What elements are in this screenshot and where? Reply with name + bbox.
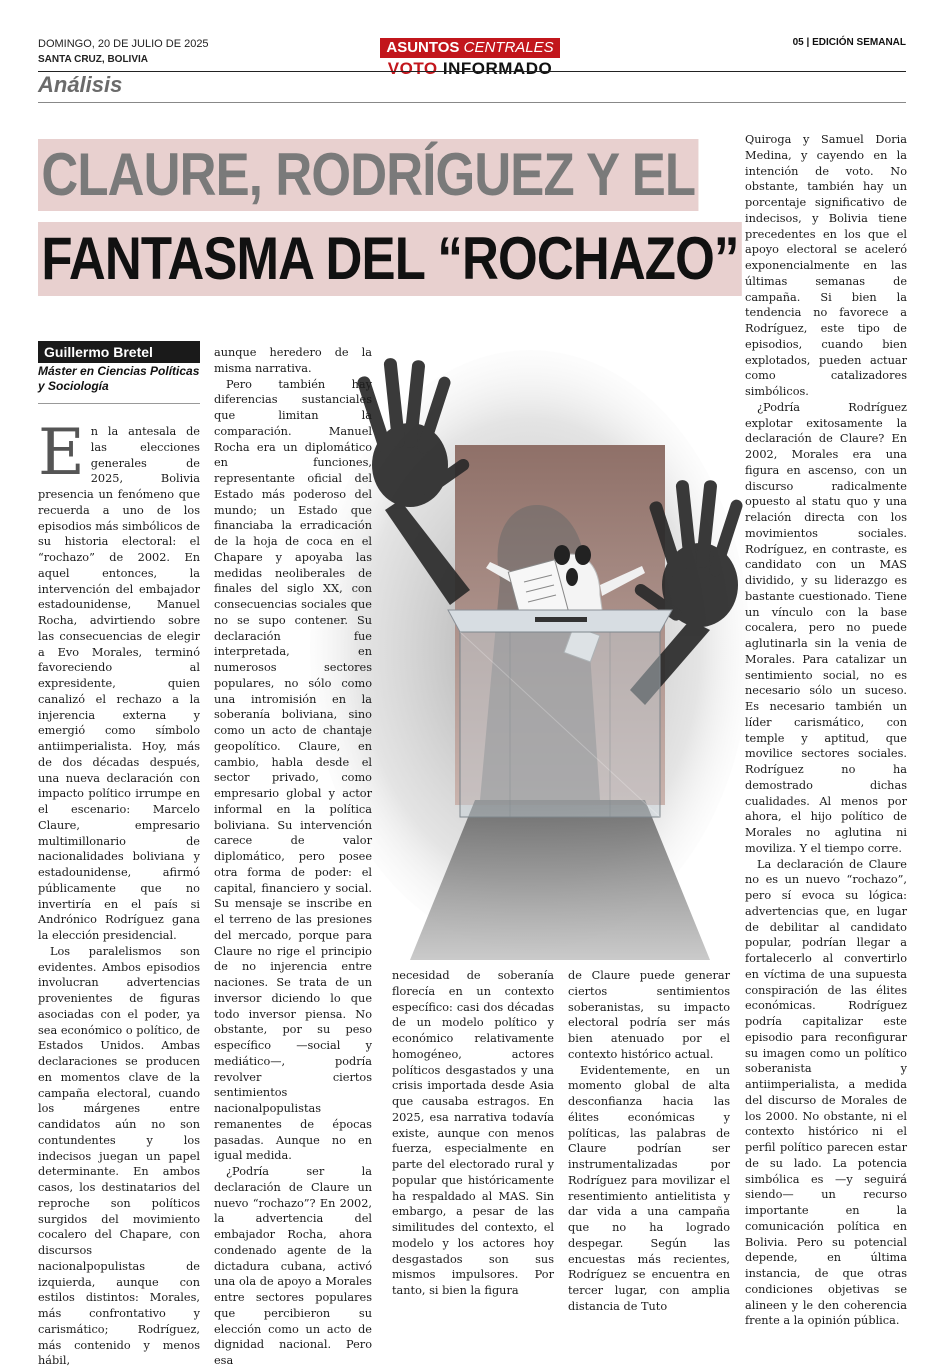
lead-text: n la antesala de las elecciones generales de 2025, Bolivia presencia un fenómeno que recuerda a uno de los episodios más simbólicos de su historia electoral: el “rochazo” de 2002. En aquel entonces, la intervención del embajador estadounidense, Manuel Rocha, advirtiendo sobre las consecuencias de elegir a Evo Morales, terminó favoreciendo al expresidente, quien canalizó el rechazo a la injerencia externa y emergió como símbolo antiimperialista. Hoy, más de dos décadas después, una nueva declaración con impacto político irrumpe en el escenario: Marcelo Claure, empresario multimillonario de nacionalidades boliviana y estadounidense, afirmó públicamente que no invertiría en el país si Andrónico Rodríguez gana la elección presidencial.	[38, 425, 200, 942]
brand-light-text: CENTRALES	[463, 39, 554, 56]
paragraph: de Claure puede generar ciertos sentimientos soberanistas, su impacto electoral podría ser más bien atenuado por el contexto histórico actual.	[568, 969, 730, 1061]
section-rule	[38, 102, 906, 103]
headline-line-1: CLAURE, RODRÍGUEZ Y EL	[38, 139, 699, 211]
paragraph: Pero también hay diferencias sustanciales que limitan la comparación. Manuel Rocha era un diplomático en funciones, representante oficial del Estado más poderoso del mundo; un Estado que financiaba la erradicación de la hoja de coca en el Chapare y apoyaba las medidas neoliberales de finales del siglo XX, con consecuencias sociales que no se supo contener. Su declaración fue interpretada, en numerosos sectores populares, no sólo como una intromisión en la soberanía boliviana, sino como un acto de chantaje geopolítico. Claure, en cambio, habla desde el sector privado, como empresario global y actor informal en la política boliviana. Su intervención carece de valor diplomático, pero posee otra forma de poder: el capital, financiero y social. Su mensaje se inscribe en el terreno de las presiones del mercado, porque para Claure no rige el principio de no injerencia entre naciones. Se trata de un inversor diciendo lo que todo inversor piensa. No obstante, por su peso específico —social y mediático—, podría revolver ciertos sentimientos nacionalpopulistas remanentes de épocas pasadas. Aunque no en igual medida.	[214, 377, 372, 1163]
issue-date: DOMINGO, 20 DE JULIO DE 2025	[38, 38, 209, 50]
article-column-5	[745, 132, 907, 1329]
author-divider	[38, 403, 200, 404]
paragraph: La declaración de Claure no es un nuevo “rochazo”, pero sí evoca su lógica: advertencias que, en lugar de debilitar al candidato popular, podrían llegar a fortalecerlo al convertirlo en víctima de una supuesta conspiración de las élites económicas. Rodríguez podría capitalizar este episodio para reconfigurar su imagen como un político soberanista y antiimperialista, a medida del discurso de Morales de los 2000. No obstante, ni el contexto histórico ni el perfil político parecen estar de su lado. La potencia simbólica es —y seguirá siendo— un recurso importante en la comunicación política en Bolivia. Pero su potencial depende, en última instancia, de que otras condiciones objetivas se alineen y le den coherencia frente a la opinión pública.	[745, 857, 907, 1328]
paragraph: Los paralelismos son evidentes. Ambos episodios involucran advertencias provenientes de figuras asociadas con el poder, ya sea económico o político, de Estados Unidos. Ambas declaraciones se producen en momentos clave de la campaña electoral, cuando los márgenes entre candidatos aún no son contundentes y los indecisos juegan un papel determinante. En ambos casos, los destinatarios del reproche son políticos surgidos del movimiento cocalero del Chapare, con discursos nacionalpopulistas de izquierda, aunque con estilos distintos: Morales, más confrontativo y carismático; Rodríguez, más contenido y menos hábil,	[38, 944, 200, 1368]
drop-cap: E	[38, 416, 85, 490]
article-column-1	[38, 416, 200, 1369]
article-column-2	[214, 345, 372, 1369]
lead-paragraph	[38, 416, 200, 944]
brand-sub-black: INFORMADO	[442, 59, 553, 78]
author-credentials: Máster en Ciencias Políticas y Sociología	[38, 364, 200, 393]
brand-subtitle	[380, 58, 560, 80]
issue-place: SANTA CRUZ, BOLIVIA	[38, 54, 148, 65]
paragraph: ¿Podría ser la declaración de Claure un nuevo “rochazo”? En 2002, la advertencia del embajador Rocha, ahora condenado agente de la dictadura cubana, activó una ola de apoyo a Morales entre sectores populares que percibieron su elección como un acto de dignidad nacional. Pero esa	[214, 1165, 372, 1367]
paragraph: Evidentemente, en un momento global de alta desconfianza hacia las élites económicas y políticas, las palabras de Claure podrían ser instrumentalizadas por Rodríguez para movilizar el resentimiento antielitista y dar vida a una campaña que no ha logrado despegar. Según las encuestas más recientes, Rodríguez se encuentra en tercer lugar, con amplia distancia de Tuto	[568, 1063, 730, 1313]
paragraph: ¿Podría Rodríguez explotar exitosamente la declaración de Claure? En 2002, Morales era una figura en ascenso, con un discurso radicalmente opuesto al statu quo y una relación directa con los movimientos sociales. Rodríguez, en contraste, es candidato con un MAS dividido, y su liderazgo es bastante cuestionado. Tiene un vínculo con la base cocalera, pero no puede aglutinarla sin la venia de Morales. Para catalizar un sentimiento social, no es necesario sólo un suceso. Es necesario también un líder carismático, con temple y aptitud, que movilice sectores sociales. Rodríguez no ha demostrado dichas cualidades. Al menos por ahora, el hijo político de Morales no aglutina ni moviliza. Y el tiempo corre.	[745, 400, 907, 855]
brand-banner	[380, 38, 560, 58]
author-name: Guillermo Bretel	[38, 341, 200, 363]
article-column-3	[392, 968, 554, 1299]
header-rule	[38, 71, 906, 72]
header-meta	[38, 37, 209, 67]
ballot-box-icon	[448, 610, 672, 817]
brand-bold-text: ASUNTOS	[386, 39, 460, 56]
headline-line-2: FANTASMA DEL “ROCHAZO”	[38, 222, 742, 296]
section-brand	[380, 38, 560, 80]
section-label: Análisis	[38, 72, 123, 97]
paragraph: Quiroga y Samuel Doria Medina, y cayendo en la intención de voto. No obstante, también hay un porcentaje significativo de indecisos, y Bolivia tiene precedentes en los que el apoyo electoral se aceleró exponencialmente en las últimas semanas de campaña. Si bien la tendencia no favorece a Rodríguez, este tipo de episodios, cuando bien explotados, pueden actuar como catalizadores simbólicos.	[745, 133, 907, 398]
paragraph: aunque heredero de la misma narrativa.	[214, 346, 372, 375]
page-info: 05 | EDICIÓN SEMANAL	[792, 37, 906, 48]
paragraph: necesidad de soberanía florecía en un contexto específico: casi dos décadas de un modelo político y económico relativamente homogéneo, actores políticos desgastados y una crisis importada desde Asia que causaba estragos. En 2025, esa narrativa todavía existe, aunque con menos fuerza, especialmente en parte del electorado rural y popular que históricamente ha respaldado al MAS. Sin embargo, a pesar de las similitudes del contexto, el modelo y los actores hoy desgastados son sus mismos impulsores. Por tanto, si bien la figura	[392, 969, 554, 1297]
brand-sub-red: VOTO	[387, 59, 438, 78]
article-column-4	[568, 968, 730, 1315]
